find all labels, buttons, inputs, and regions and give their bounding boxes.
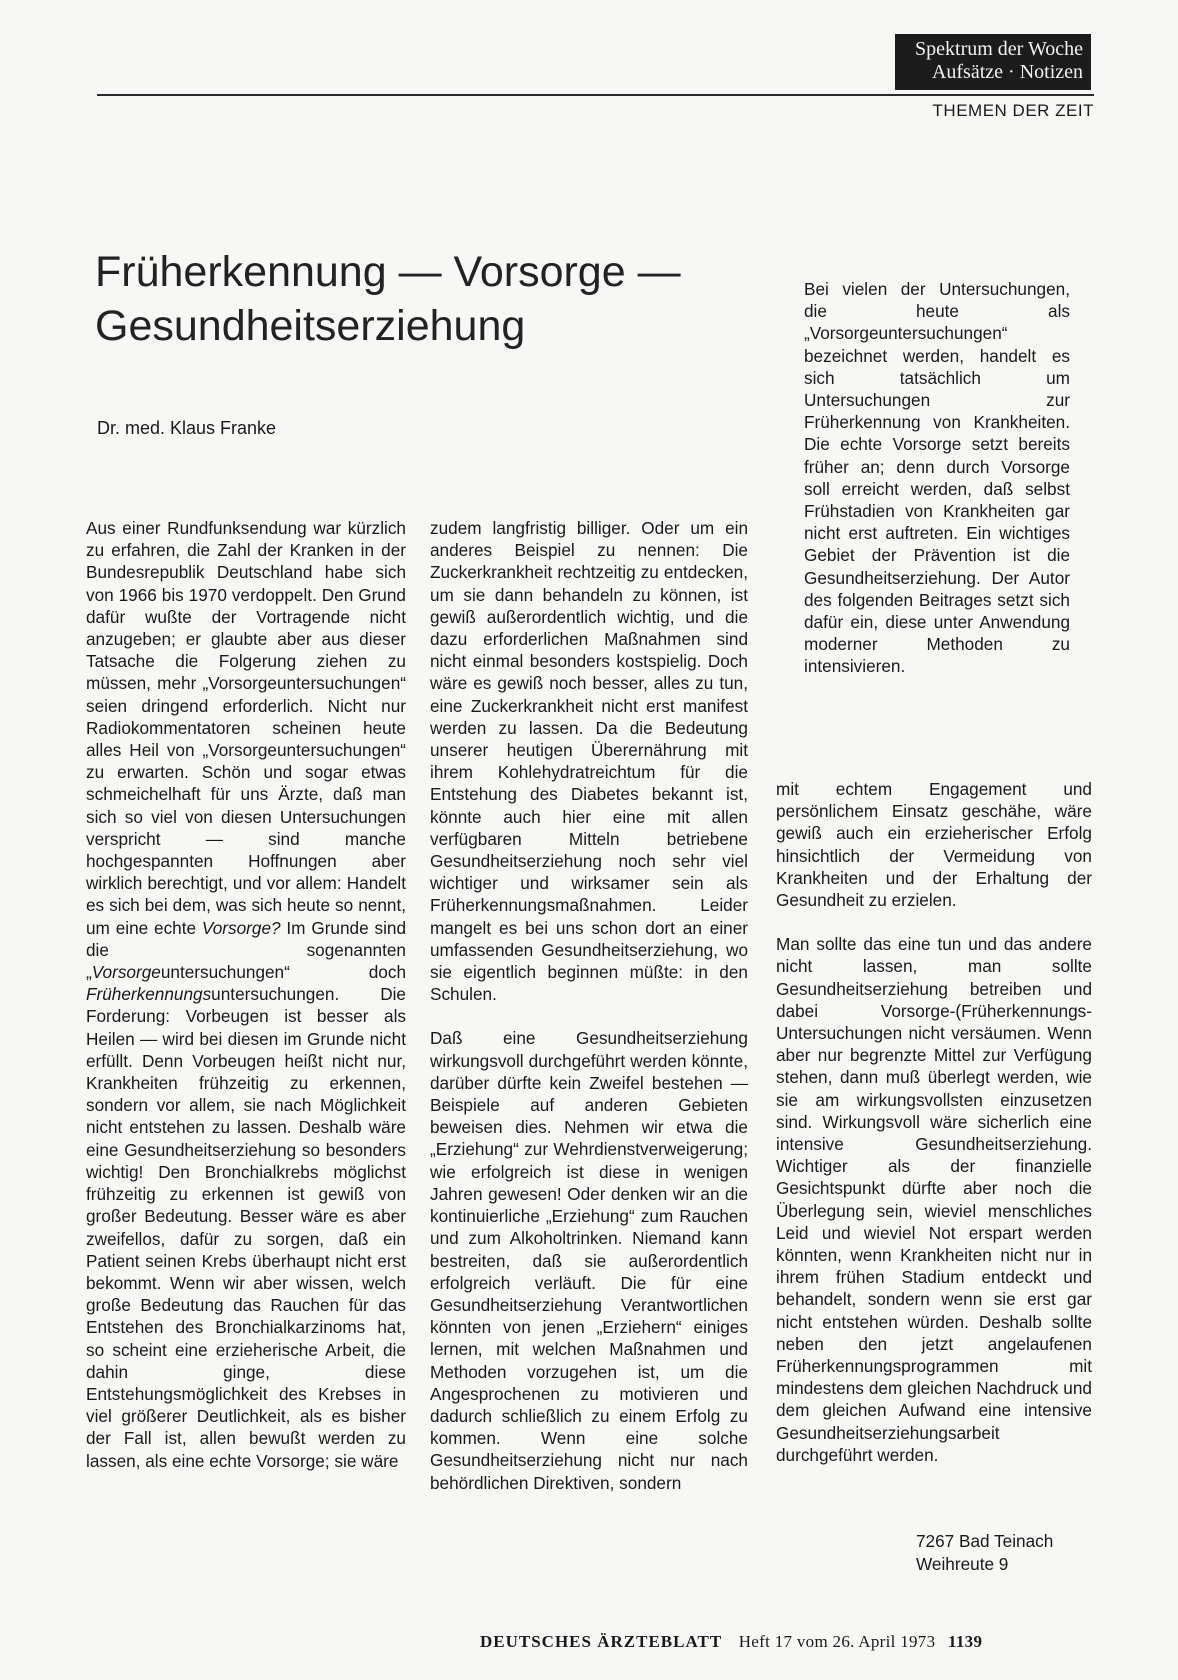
col1-text-d: Vorsorge [91,962,161,983]
issue-info: Heft 17 vom 26. April 1973 [738,1632,936,1651]
title-line-2: Gesundheitserziehung [95,302,526,350]
title-line-1: Früherkennung — Vorsorge — [95,248,681,296]
col1-text-b: Vorsorge? [201,917,281,938]
col2-paragraph-2: Daß eine Gesundheitserziehung wirkungsvoll durchgeführt werden könnte, darüber dürfte kein Zweifel bestehen — Beispiele auf anderen Gebieten beweisen dies. Nehmen wir etwa die „Erziehung“ zur Wehrdienstverweigerung; wie erfolgreich ist diese in wenigen Jahren gewesen! Oder denken wir an die kontinuierliche „Erziehung“ zum Rauchen und zum Alkoholtrinken. Niemand kann bestreiten, daß sie außerordentlich erfolgreich verläuft. Die für eine Gesundheitserziehung Verantwortlichen könnten von jenen „Erziehern“ einiges lernen, mit welchen Maßnahmen und Methoden vorzugehen ist, um die Angesprochenen zu motivieren und dadurch schließlich zu einem Erfolg zu kommen. Wenn eine solche Gesundheitserziehung nicht nur nach behördlichen Direktiven, sondern [430,1028,748,1493]
intro-box [804,278,1070,678]
col3-paragraph-2: Man sollte das eine tun und das andere nicht lassen, man sollte Gesundheitserziehung betreiben und dabei Vorsorge-(Früherkennungs-Untersuchungen nicht versäumen. Wenn aber nur begrenzte Mittel zur Verfügung stehen, dann muß überlegt werden, wie sie am wirkungsvollsten einzusetzen sind. Wirkungsvoll wäre sicherlich eine intensive Gesundheitserziehung. Wichtiger als der finanzielle Gesichtspunkt dürfte aber noch die Überlegung sein, wieviel menschliches Leid und wieviel Not erspart werden könnten, wenn Krankheiten nicht nur in ihrem frühen Stadium entdeckt und behandelt, sondern wenn sie erst gar nicht entstehen würden. Deshalb sollte neben den jetzt angelaufenen Früherkennungsprogrammen mit mindestens dem gleichen Nachdruck und dem gleichen Aufwand eine intensive Gesundheitserziehungsarbeit durchgeführt werden. [776,934,1092,1465]
section-tag-line2: Aufsätze · Notizen [931,61,1083,83]
section-tag-line1: Spektrum der Woche [915,38,1083,60]
address-line-2: Weihreute 9 [916,1554,1009,1574]
col1-text-c: Im Grunde sind die sogenannten „ [86,917,407,983]
category-label: THEMEN DER ZEIT [932,101,1094,120]
col2-paragraph-1: zudem langfristig billiger. Oder um ein anderes Beispiel zu nennen: Die Zuckerkrankheit rechtzeitig zu entdecken, um sie dann behandeln zu können, ist gewiß außerordentlich wichtig, und die dazu erforderlichen Maßnahmen sind nicht einmal besonders kostspielig. Doch wäre es gewiß noch besser, alles zu tun, eine Zuckerkrankheit nicht erst manifest werden zu lassen. Da die Bedeutung unserer heutigen Überernährung mit ihrem Kohlehydratreichtum für die Entstehung des Diabetes bekannt ist, könnte auch hier eine mit allen verfügbaren Mitteln betriebene Gesundheitserziehung noch sehr viel wichtiger und wirksamer sein als Früherkennungsmaßnahmen. Leider mangelt es bei uns schon dort an einer umfassenden Gesundheitserziehung, wo sie eigentlich beginnen müßte: in den Schulen. [430,518,748,1005]
author-address [916,1530,1053,1576]
header-rule [97,94,1094,96]
page-footer [480,1632,982,1652]
author-name: Dr. med. Klaus Franke [97,418,277,438]
col1-text-e: untersuchungen“ doch [160,962,406,983]
col3-paragraph-1: mit echtem Engagement und persönlichem Einsatz geschähe, wäre gewiß auch ein erzieherischer Erfolg hinsichtlich der Vermeidung von Krankheiten und der Erhaltung der Gesundheit zu erzielen. [776,779,1092,911]
journal-name: DEUTSCHES ÄRZTEBLATT [480,1632,723,1651]
col1-text-f: Früherkennungs [86,984,212,1005]
section-tag [895,34,1091,90]
body-column-3 [776,778,1092,1466]
body-column-2 [430,517,748,1494]
address-line-1: 7267 Bad Teinach [916,1531,1054,1551]
col1-text-g: untersuchungen. Die Forderung: Vorbeugen ist besser als Heilen — wird bei diesen im Grunde nicht erfüllt. Denn Vorbeugen heißt nicht nur, Krankheiten frühzeitig zu erkennen, sondern vor allem, sie nach Möglichkeit nicht entstehen zu lassen. Deshalb wäre eine Gesundheitserziehung so besonders wichtig! Den Bronchialkrebs möglichst frühzeitig zu erkennen ist gewiß von großer Bedeutung. Besser wäre es aber zweifellos, dafür zu sorgen, daß ein Patient seinen Krebs überhaupt nicht erst bekommt. Wenn wir aber wissen, welch große Bedeutung das Rauchen für das Entstehen des Bronchialkarzinoms hat, so scheint eine erzieherische Arbeit, die dahin ginge, diese Entstehungsmöglichkeit des Krebses in viel größerer Deutlichkeit, als es bisher der Fall ist, allen bewußt werden zu lassen, als eine echte Vorsorge; sie wäre [86,984,406,1471]
intro-text: Bei vielen der Untersuchungen, die heute als „Vorsorgeuntersuchungen“ bezeichnet werden, handelt es sich tatsächlich um Untersuchungen zur Früherkennung von Krankheiten. Die echte Vorsorge setzt bereits früher an; denn durch Vorsorge soll erreicht werden, daß selbst Frühstadien von Krankheiten gar nicht erst auftreten. Ein wichtiges Gebiet der Prävention ist die Gesundheitserziehung. Der Autor des folgenden Beitrages setzt sich dafür ein, diese unter Anwendung moderner Methoden zu intensivieren. [804,279,1070,677]
col1-paragraph [86,517,406,1472]
col1-text-a: Aus einer Rundfunksendung war kürzlich zu erfahren, die Zahl der Kranken in der Bundesrepublik Deutschland habe sich von 1966 bis 1970 verdoppelt. Den Grund dafür wußte der Vortragende nicht anzugeben; er glaubte aber aus dieser Tatsache die Folgerung ziehen zu müssen, mehr „Vorsorgeuntersuchungen“ seien dringend erforderlich. Nicht nur Radiokommentatoren scheinen heute alles Heil von „Vorsorgeuntersuchungen“ zu erwarten. Schön und sogar etwas schmeichelhaft für uns Ärzte, daß man sich so viel von diesen Untersuchungen verspricht — sind manche hochgespannten Hoffnungen aber wirklich berechtigt, und vor allem: Handelt es sich bei dem, was sich heute so nennt, um eine echte [86,518,406,938]
body-column-1 [86,517,406,1472]
article-title [95,245,735,353]
page-number: 1139 [947,1632,983,1651]
